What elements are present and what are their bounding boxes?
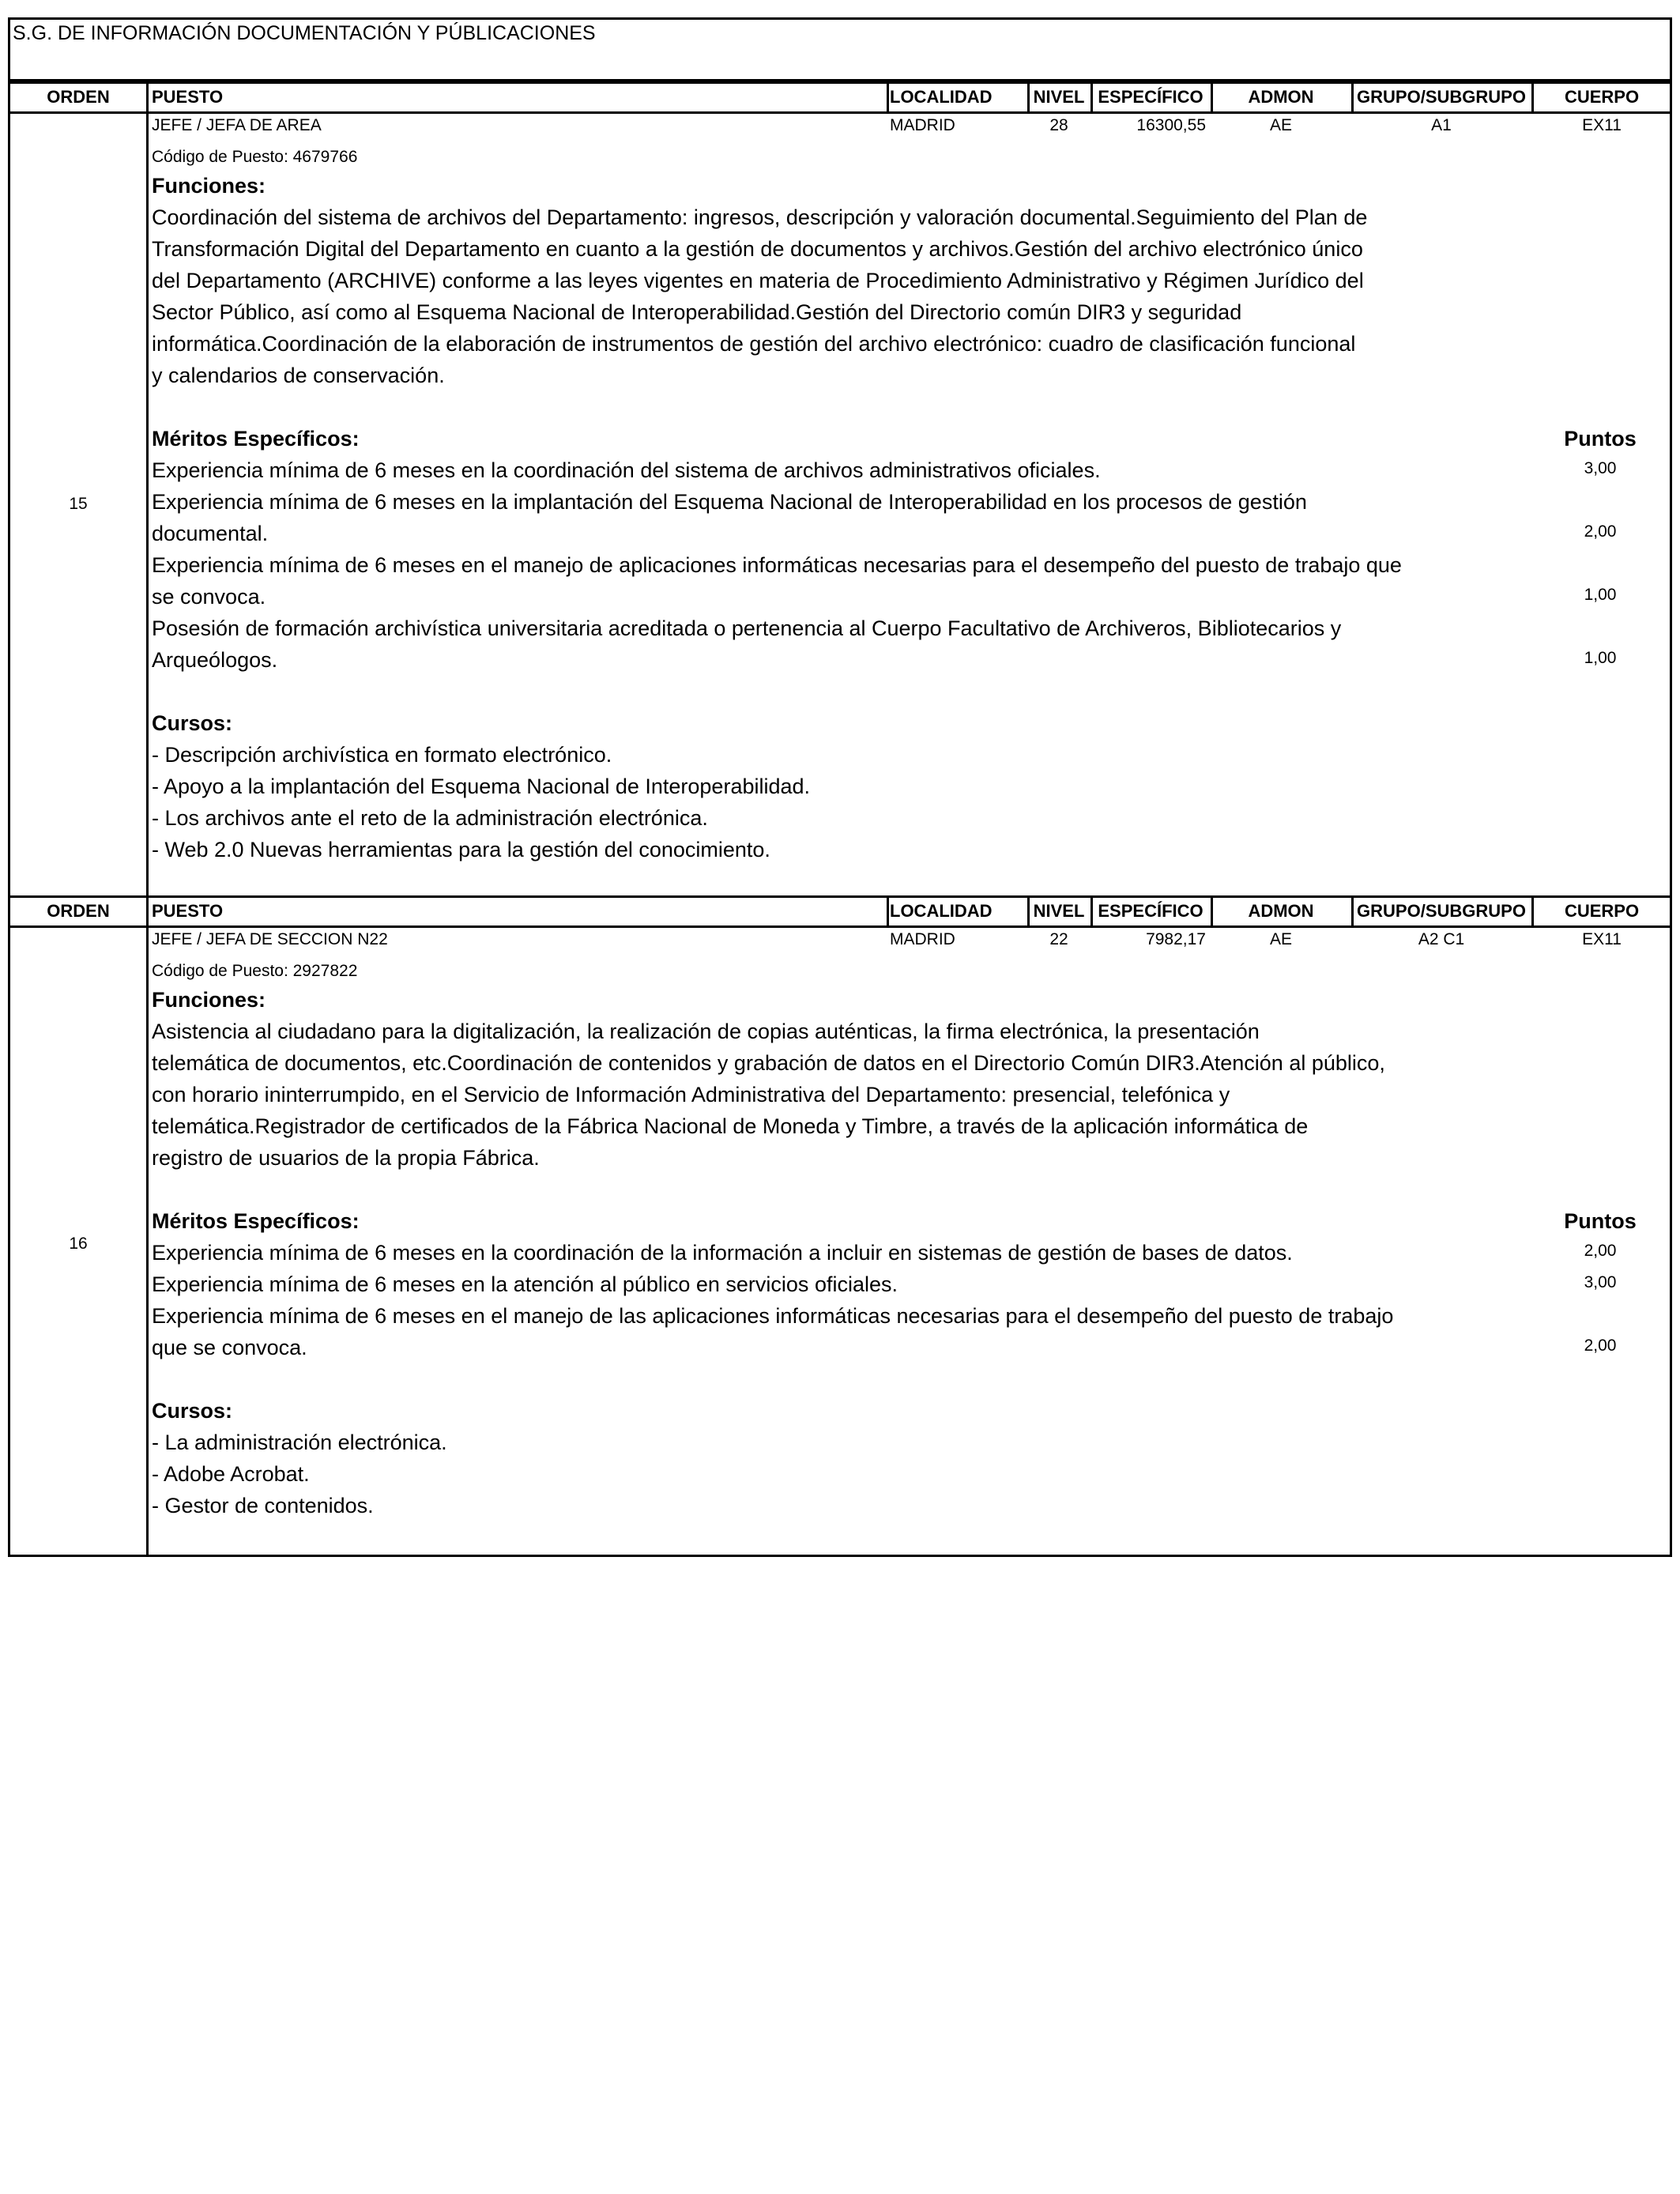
column-header-especifico: ESPECÍFICO xyxy=(1098,87,1203,107)
merito-line: Posesión de formación archivística universitaria acreditada o pertenencia al Cuerpo Facultativo de Archiveros, Bibliotecarios y xyxy=(152,616,1342,640)
column-divider xyxy=(1351,81,1354,113)
merito-line: se convoca. xyxy=(152,585,266,609)
grupo-value: A2 C1 xyxy=(1418,930,1465,948)
funciones-line: Transformación Digital del Departamento en cuanto a la gestión de documentos y archivos.Gestión del archivo electrónico único xyxy=(152,237,1363,261)
column-divider xyxy=(887,895,889,927)
curso-line: - Gestor de contenidos. xyxy=(152,1494,374,1517)
funciones-line: con horario ininterrumpido, en el Servicio de Información Administrativa del Departamento: presencial, telefónica y xyxy=(152,1083,1230,1106)
column-header-orden: ORDEN xyxy=(47,87,110,107)
column-header-puesto: PUESTO xyxy=(152,901,224,921)
funciones-label: Funciones: xyxy=(152,174,266,198)
merito-puntos: 3,00 xyxy=(1584,459,1617,477)
divider xyxy=(8,81,1672,84)
column-header-cuerpo: CUERPO xyxy=(1564,901,1640,921)
merito-line: Experiencia mínima de 6 meses en la implantación del Esquema Nacional de Interoperabilidad en los procesos de gestión xyxy=(152,490,1307,514)
especifico-value: 7982,17 xyxy=(1146,930,1206,948)
divider xyxy=(8,895,1672,898)
puntos-label: Puntos xyxy=(1564,1209,1637,1233)
orden-column-divider xyxy=(146,81,149,1557)
merito-puntos: 2,00 xyxy=(1584,1336,1617,1355)
divider xyxy=(8,111,1672,114)
curso-line: - Web 2.0 Nuevas herramientas para la gestión del conocimiento. xyxy=(152,838,770,861)
column-divider xyxy=(1531,895,1534,927)
column-divider xyxy=(887,81,889,113)
column-divider xyxy=(1027,895,1030,927)
column-header-cuerpo: CUERPO xyxy=(1564,87,1640,107)
column-header-localidad: LOCALIDAD xyxy=(890,87,993,107)
codigo-puesto: Código de Puesto: 2927822 xyxy=(152,962,358,980)
grupo-value: A1 xyxy=(1431,116,1452,134)
merito-puntos: 3,00 xyxy=(1584,1273,1617,1291)
puesto-title: JEFE / JEFA DE AREA xyxy=(152,116,322,134)
funciones-line: del Departamento (ARCHIVE) conforme a las leyes vigentes en materia de Procedimiento Administrativo y Régimen Jurídico del xyxy=(152,269,1364,292)
column-header-nivel: NIVEL xyxy=(1033,87,1085,107)
curso-line: - La administración electrónica. xyxy=(152,1431,447,1454)
orden-value: 15 xyxy=(69,495,88,513)
merito-line: Experiencia mínima de 6 meses en el manejo de aplicaciones informáticas necesarias para el desempeño del puesto de trabajo que xyxy=(152,553,1402,577)
merito-line: Experiencia mínima de 6 meses en la coordinación de la información a incluir en sistemas de gestión de bases de datos. xyxy=(152,1241,1293,1265)
column-header-admon: ADMON xyxy=(1248,901,1314,921)
column-divider xyxy=(1531,81,1534,113)
localidad-value: MADRID xyxy=(890,930,955,948)
nivel-value: 22 xyxy=(1049,930,1068,948)
column-divider xyxy=(1351,895,1354,927)
column-divider xyxy=(1027,81,1030,113)
column-divider xyxy=(1211,81,1213,113)
curso-line: - Los archivos ante el reto de la administración electrónica. xyxy=(152,806,708,830)
divider xyxy=(8,925,1672,928)
funciones-line: informática.Coordinación de la elaboración de instrumentos de gestión del archivo electrónico: cuadro de clasificación funcional xyxy=(152,332,1356,356)
puntos-label: Puntos xyxy=(1564,427,1637,450)
orden-value: 16 xyxy=(69,1235,88,1253)
codigo-puesto: Código de Puesto: 4679766 xyxy=(152,148,358,166)
merito-line: documental. xyxy=(152,522,269,545)
column-divider xyxy=(1211,895,1213,927)
funciones-line: telemática.Registrador de certificados de la Fábrica Nacional de Moneda y Timbre, a través de la aplicación informática de xyxy=(152,1114,1309,1138)
funciones-line: Asistencia al ciudadano para la digitalización, la realización de copias auténticas, la firma electrónica, la presentación xyxy=(152,1020,1260,1043)
column-header-admon: ADMON xyxy=(1248,87,1314,107)
funciones-line: Coordinación del sistema de archivos del Departamento: ingresos, descripción y valoración documental.Seguimiento del Plan de xyxy=(152,205,1368,229)
merito-puntos: 1,00 xyxy=(1584,586,1617,604)
funciones-line: Sector Público, así como al Esquema Nacional de Interoperabilidad.Gestión del Directorio común DIR3 y seguridad xyxy=(152,300,1242,324)
merito-line: Arqueólogos. xyxy=(152,648,278,672)
cuerpo-value: EX11 xyxy=(1582,116,1622,134)
funciones-line: y calendarios de conservación. xyxy=(152,364,445,387)
admon-value: AE xyxy=(1269,930,1292,948)
cursos-label: Cursos: xyxy=(152,1399,233,1423)
column-header-grupo: GRUPO/SUBGRUPO xyxy=(1357,901,1526,921)
curso-line: - Descripción archivística en formato electrónico. xyxy=(152,743,612,767)
meritos-label: Méritos Específicos: xyxy=(152,427,360,450)
merito-line: Experiencia mínima de 6 meses en la coordinación del sistema de archivos administrativos oficiales. xyxy=(152,458,1101,482)
section-title: S.G. DE INFORMACIÓN DOCUMENTACIÓN Y PÚBLICACIONES xyxy=(13,22,596,44)
merito-puntos: 2,00 xyxy=(1584,1242,1617,1260)
merito-line: que se convoca. xyxy=(152,1336,307,1359)
localidad-value: MADRID xyxy=(890,116,955,134)
merito-puntos: 2,00 xyxy=(1584,522,1617,541)
merito-line: Experiencia mínima de 6 meses en la atención al público en servicios oficiales. xyxy=(152,1272,898,1296)
column-divider xyxy=(1090,81,1093,113)
column-divider xyxy=(1090,895,1093,927)
admon-value: AE xyxy=(1269,116,1292,134)
merito-puntos: 1,00 xyxy=(1584,649,1617,667)
column-header-especifico: ESPECÍFICO xyxy=(1098,901,1203,921)
especifico-value: 16300,55 xyxy=(1136,116,1206,134)
nivel-value: 28 xyxy=(1049,116,1068,134)
meritos-label: Méritos Específicos: xyxy=(152,1209,360,1233)
funciones-line: telemática de documentos, etc.Coordinación de contenidos y grabación de datos en el Directorio Común DIR3.Atención al público, xyxy=(152,1051,1385,1075)
column-header-orden: ORDEN xyxy=(47,901,110,921)
column-header-grupo: GRUPO/SUBGRUPO xyxy=(1357,87,1526,107)
curso-line: - Adobe Acrobat. xyxy=(152,1462,310,1486)
cursos-label: Cursos: xyxy=(152,711,233,735)
cuerpo-value: EX11 xyxy=(1582,930,1622,948)
merito-line: Experiencia mínima de 6 meses en el manejo de las aplicaciones informáticas necesarias para el desempeño del puesto de trabajo xyxy=(152,1304,1394,1328)
column-header-localidad: LOCALIDAD xyxy=(890,901,993,921)
puesto-title: JEFE / JEFA DE SECCION N22 xyxy=(152,930,388,948)
column-header-puesto: PUESTO xyxy=(152,87,224,107)
funciones-label: Funciones: xyxy=(152,988,266,1012)
column-header-nivel: NIVEL xyxy=(1033,901,1085,921)
funciones-line: registro de usuarios de la propia Fábrica. xyxy=(152,1146,540,1170)
curso-line: - Apoyo a la implantación del Esquema Nacional de Interoperabilidad. xyxy=(152,775,811,798)
